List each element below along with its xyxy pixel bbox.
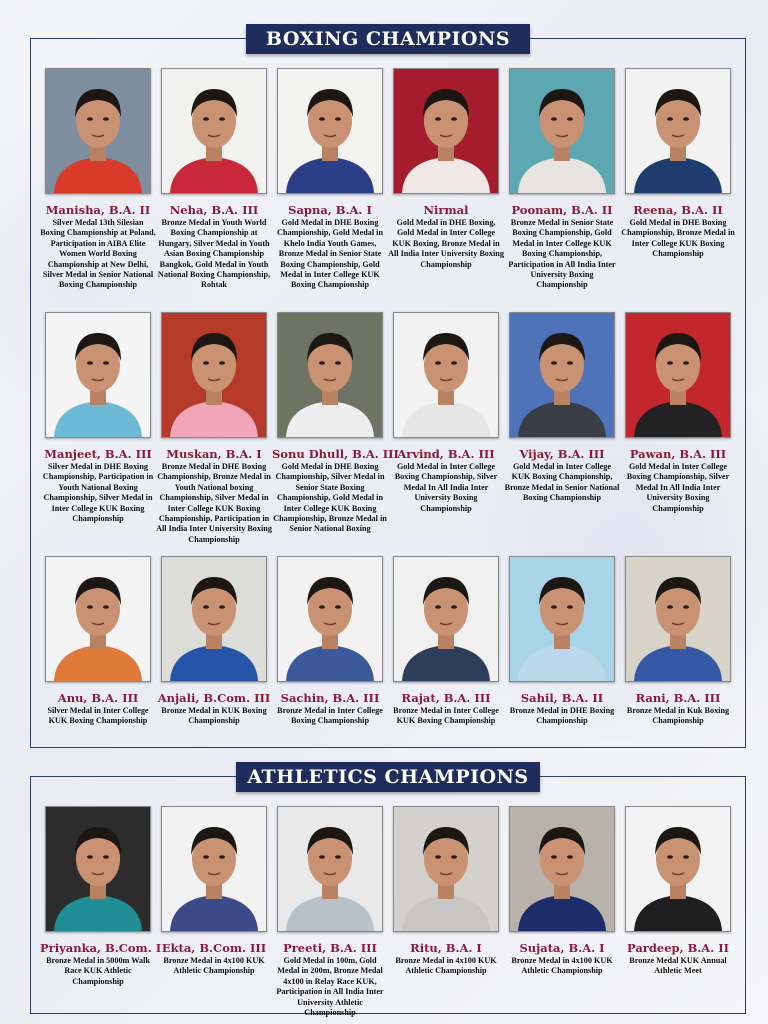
athlete-name: Poonam, B.A. II <box>511 203 613 217</box>
athlete-achievement: Silver Medal in DHE Boxing Championship, Participation in Youth National Boxing Championship, Silver Medal in Inter College KUK Boxing Championship <box>42 462 154 524</box>
athlete-name: Anjali, B.Com. III <box>157 691 271 705</box>
athlete-name: Sachin, B.A. III <box>280 691 380 705</box>
athlete-card <box>620 68 736 260</box>
athlete-photo <box>509 68 615 194</box>
athlete-photo <box>161 806 267 932</box>
athlete-card <box>156 68 272 291</box>
athlete-achievement: Gold Medal in Inter College Boxing Championship, Silver Medal In All India Inter University Boxing Championship <box>626 462 730 513</box>
athlete-card <box>272 312 399 535</box>
athlete-name: Preeti, B.A. III <box>283 941 377 955</box>
portrait-photo <box>510 557 614 681</box>
athlete-name: Rani, B.A. III <box>635 691 721 705</box>
athlete-photo <box>161 556 267 682</box>
athlete-achievement: Bronze Medal in DHE Boxing Championship <box>509 706 615 726</box>
portrait-photo <box>46 557 150 681</box>
portrait-photo <box>162 313 266 437</box>
athlete-name: Pawan, B.A. III <box>629 447 727 461</box>
athlete-achievement: Bronze Medal in Youth World Boxing Championship at Hungary, Silver Medal in Youth Asian Boxing Championship Bangkok, Gold Medal in Youth National Boxing Championship, Rohtak <box>157 218 271 290</box>
athlete-card <box>156 312 272 545</box>
athlete-card <box>388 556 504 727</box>
athlete-name: Reena, B.A. II <box>633 203 723 217</box>
athlete-card <box>388 68 504 270</box>
athlete-photo <box>393 556 499 682</box>
athlete-achievement: Bronze Medal in 4x100 KUK Athletic Championship <box>163 956 265 976</box>
athlete-card <box>40 806 162 987</box>
athlete-name: Neha, B.A. III <box>169 203 259 217</box>
athlete-card <box>272 806 388 1018</box>
athlete-achievement: Gold Medal in DHE Boxing Championship, Bronze Medal in Inter College KUK Boxing Championship <box>621 218 735 259</box>
athlete-name: Nirmal <box>423 203 469 217</box>
portrait-photo <box>510 69 614 193</box>
athlete-card <box>40 68 156 291</box>
athlete-achievement: Bronze Medal in DHE Boxing Championship, Bronze Medal in Youth National boxing Championship, Silver Medal in Inter College KUK Boxing Championship, Participation in All India Inter University Boxing Championship <box>156 462 272 544</box>
portrait-photo <box>510 313 614 437</box>
athlete-achievement: Silver Medal in Inter College KUK Boxing Championship <box>47 706 149 726</box>
athlete-photo <box>509 312 615 438</box>
athlete-photo <box>45 556 151 682</box>
portrait-photo <box>278 69 382 193</box>
portrait-photo <box>394 69 498 193</box>
portrait-photo <box>278 557 382 681</box>
athlete-name: Sujata, B.A. I <box>519 941 605 955</box>
athlete-photo <box>277 68 383 194</box>
athlete-card <box>620 556 736 727</box>
athlete-achievement: Bronze Medal in 4x100 KUK Athletic Championship <box>511 956 613 976</box>
athlete-photo <box>625 312 731 438</box>
portrait-photo <box>626 313 730 437</box>
athlete-photo <box>509 556 615 682</box>
athlete-name: Vijay, B.A. III <box>519 447 605 461</box>
athlete-photo <box>277 556 383 682</box>
portrait-photo <box>278 313 382 437</box>
athlete-achievement: Gold Medal in 100m, Gold Medal in 200m, Bronze Medal 4x100 in Relay Race KUK, Participation in All India Inter University Athletic Championship <box>276 956 384 1018</box>
athlete-card <box>504 312 620 504</box>
athlete-card <box>504 806 620 977</box>
athlete-name: Ekta, B.Com. III <box>161 941 267 955</box>
athlete-name: Pardeep, B.A. II <box>627 941 729 955</box>
athlete-achievement: Bronze Medal in 4x100 KUK Athletic Championship <box>395 956 497 976</box>
athlete-photo <box>625 68 731 194</box>
athlete-name: Sapna, B.A. I <box>288 203 372 217</box>
portrait-photo <box>626 557 730 681</box>
athlete-photo <box>45 312 151 438</box>
athlete-achievement: Bronze Medal in KUK Boxing Championship <box>161 706 267 726</box>
portrait-photo <box>46 807 150 931</box>
athlete-card <box>156 806 272 977</box>
athlete-achievement: Gold Medal in Inter College KUK Boxing Championship, Bronze Medal in Senior National Boxing Championship <box>504 462 620 503</box>
athlete-name: Ritu, B.A. I <box>410 941 482 955</box>
portrait-photo <box>162 557 266 681</box>
portrait-photo <box>510 807 614 931</box>
athlete-achievement: Bronze Medal in Inter College Boxing Championship <box>277 706 383 726</box>
athlete-achievement: Bronze Medal in Kuk Boxing Championship <box>626 706 730 726</box>
athlete-card <box>388 806 504 977</box>
athlete-card <box>156 556 272 727</box>
athlete-name: Muskan, B.A. I <box>166 447 262 461</box>
athlete-card <box>40 312 156 524</box>
athlete-photo <box>393 806 499 932</box>
athlete-name: Manjeet, B.A. III <box>44 447 152 461</box>
athlete-card <box>504 68 620 291</box>
athlete-name: Priyanka, B.Com. I <box>40 941 162 955</box>
athlete-achievement: Bronze Medal in 5000m Walk Race KUK Athletic Championship <box>46 956 150 986</box>
athlete-photo <box>277 806 383 932</box>
athlete-achievement: Bronze Medal in Senior State Boxing Championship, Gold Medal in Inter College KUK Boxing Championship, Participation in All India Inter University Boxing Championship <box>508 218 616 290</box>
athlete-photo <box>393 68 499 194</box>
athlete-card <box>388 312 504 514</box>
athlete-card <box>620 312 736 514</box>
athlete-name: Manisha, B.A. II <box>45 203 151 217</box>
athlete-photo <box>45 806 151 932</box>
portrait-photo <box>394 313 498 437</box>
athlete-name: Rajat, B.A. III <box>401 691 491 705</box>
boxing-section-title: BOXING CHAMPIONS <box>246 24 530 54</box>
athlete-name: Sonu Dhull, B.A. III <box>272 447 399 461</box>
portrait-photo <box>394 557 498 681</box>
athlete-achievement: Silver Medal 13th Silesian Boxing Championship at Poland, Participation in AIBA Elite Women World Boxing Championship at New Delhi, Silver Medal in Senior National Boxing Championship <box>40 218 156 290</box>
athlete-achievement: Gold Medal in DHE Boxing Championship, Gold Medal in Khelo India Youth Games, Bronze Medal in Senior State Boxing Championship, Gold Medal in Inter College KUK Boxing Championship <box>276 218 383 290</box>
athlete-achievement: Gold Medal in Inter College Boxing Championship, Silver Medal In All India Inter University Boxing Championship <box>394 462 498 513</box>
athlete-card <box>272 556 388 727</box>
athlete-photo <box>509 806 615 932</box>
portrait-photo <box>278 807 382 931</box>
athlete-card <box>272 68 388 291</box>
athlete-photo <box>277 312 383 438</box>
athlete-photo <box>625 556 731 682</box>
athlete-photo <box>393 312 499 438</box>
portrait-photo <box>46 69 150 193</box>
portrait-photo <box>626 807 730 931</box>
athlete-achievement: Gold Medal in DHE Boxing Championship, Silver Medal in Senior State Boxing Championship, Gold Medal in Inter College KUK Boxing Championship, Bronze Medal in Senior National Boxing <box>273 462 387 534</box>
portrait-photo <box>394 807 498 931</box>
athlete-photo <box>625 806 731 932</box>
athlete-name: Sahil, B.A. II <box>520 691 604 705</box>
portrait-photo <box>46 313 150 437</box>
athlete-photo <box>161 68 267 194</box>
portrait-photo <box>162 807 266 931</box>
athlete-card <box>620 806 736 977</box>
athlete-name: Anu, B.A. III <box>57 691 139 705</box>
athlete-name: Arvind, B.A. III <box>397 447 495 461</box>
athletics-section-title: ATHLETICS CHAMPIONS <box>236 762 540 792</box>
athlete-achievement: Bronze Medal KUK Annual Athletic Meet <box>629 956 727 976</box>
athlete-card <box>504 556 620 727</box>
athlete-achievement: Bronze Medal in Inter College KUK Boxing Championship <box>393 706 499 726</box>
athlete-achievement: Gold Medal in DHE Boxing, Gold Medal in Inter College KUK Boxing, Bronze Medal in All India Inter University Boxing Championship <box>388 218 504 269</box>
portrait-photo <box>162 69 266 193</box>
athlete-card <box>40 556 156 727</box>
portrait-photo <box>626 69 730 193</box>
athlete-photo <box>161 312 267 438</box>
athlete-photo <box>45 68 151 194</box>
